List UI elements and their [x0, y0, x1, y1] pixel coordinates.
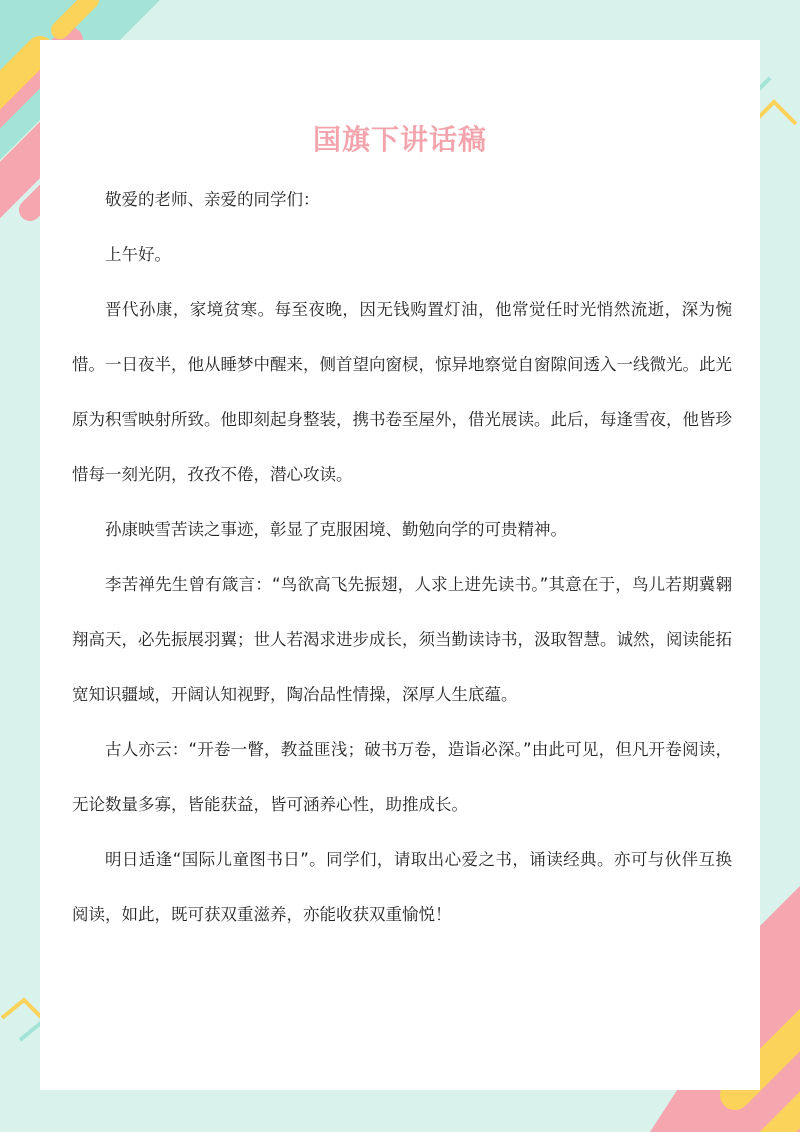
- paragraph-greeting: 敬爱的老师、亲爱的同学们：: [105, 190, 320, 209]
- document-title: 国旗下讲话稿: [312, 123, 487, 156]
- paragraph-quote-li: 李苦禅先生曾有箴言：“鸟欲高飞先振翅，人求上进先读书。”其意在于，鸟儿若期冀翱翔高天，必先振展羽翼；世人若渴求进步成长，须当勤读诗书，汲取智慧。诚然，阅读能拓宽知识疆域，开阔认知视野，陶冶品性情操，深厚人生底蕴。: [72, 575, 732, 704]
- paragraph-quote-ancient: 古人亦云：“开卷一瞥，教益匪浅；破书万卷，造诣必深。”由此可见，但凡开卷阅读，无论数量多寡，皆能获益，皆可涵养心性，助推成长。: [72, 740, 732, 814]
- paragraph-spirit: 孙康映雪苦读之事迹，彰显了克服困境、勤勉向学的可贵精神。: [105, 520, 567, 539]
- paragraph-story: 晋代孙康，家境贫寒。每至夜晚，因无钱购置灯油，他常觉任时光悄然流逝，深为惋惜。一日夜半，他从睡梦中醒来，侧首望向窗棂，惊异地察觉自窗隙间透入一线微光。此光原为积雪映射所致。他即刻起身整装，携书卷至屋外，借光展读。此后，每逢雪夜，他皆珍惜每一刻光阴，孜孜不倦，潜心攻读。: [72, 300, 732, 484]
- paragraph-book-day: 明日适逢“国际儿童图书日”。同学们，请取出心爱之书，诵读经典。亦可与伙伴互换阅读，如此，既可获双重滋养，亦能收获双重愉悦！: [72, 850, 732, 924]
- paragraph-hello: 上午好。: [105, 245, 171, 264]
- speech-body: [72, 172, 732, 942]
